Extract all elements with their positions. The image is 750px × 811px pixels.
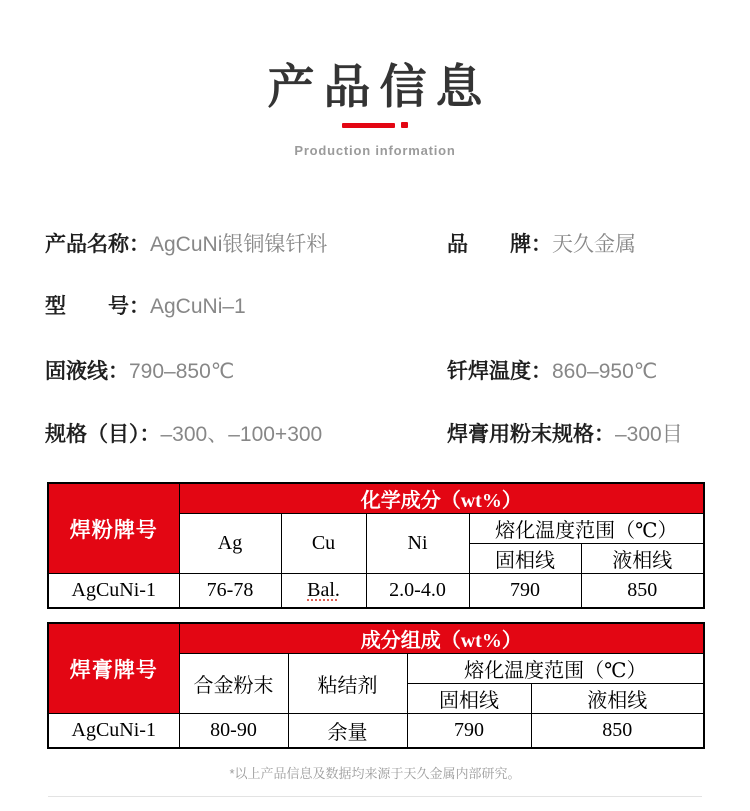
disclaimer-note: *以上产品信息及数据均来源于天久金属内部研究。	[229, 766, 521, 781]
brazing-temp-label: 钎焊温度：	[447, 360, 552, 383]
column-header-cu: Cu	[281, 514, 366, 574]
melting-range-header: 熔化温度范围（℃）	[407, 654, 704, 684]
title-underline-dot	[401, 122, 408, 128]
model-value: AgCuNi–1	[150, 295, 246, 318]
powder-brand-header: 焊粉牌号	[48, 483, 179, 574]
info-row-product-name	[45, 228, 705, 256]
table-row	[48, 714, 704, 748]
cu-balance-text: Bal.	[307, 578, 340, 601]
product-name-value: AgCuNi银铜镍钎料	[150, 233, 328, 256]
column-header-ni: Ni	[366, 514, 469, 574]
column-header-ag: Ag	[179, 514, 281, 574]
info-row-specs	[45, 418, 705, 446]
mesh-spec-label: 规格（目）：	[45, 423, 161, 446]
title-underline	[342, 123, 395, 128]
cu-value-cell	[281, 574, 366, 608]
solidus-header: 固相线	[407, 684, 531, 714]
footer-divider	[48, 796, 702, 797]
liquidus-value-cell: 850	[531, 714, 704, 748]
paste-powder-spec-value: –300目	[615, 423, 683, 446]
liquidus-value-cell: 850	[581, 574, 704, 608]
ag-value-cell: 76-78	[179, 574, 281, 608]
composition-header: 成分组成（wt%）	[179, 623, 704, 654]
brand-label: 品 牌：	[447, 233, 552, 256]
powder-brand-cell: AgCuNi-1	[48, 574, 179, 608]
mesh-spec-value: –300、–100+300	[160, 423, 323, 446]
product-name-label: 产品名称：	[45, 233, 150, 256]
paste-brand-cell: AgCuNi-1	[48, 714, 179, 748]
ni-value-cell: 2.0-4.0	[366, 574, 469, 608]
table-row	[48, 574, 704, 608]
info-row-temperatures	[45, 355, 705, 383]
liquidus-header: 液相线	[581, 544, 704, 574]
page-subtitle: Production information	[294, 143, 456, 158]
brazing-temp-value: 860–950℃	[552, 360, 658, 383]
melting-range-header: 熔化温度范围（℃）	[469, 514, 704, 544]
solidus-value-cell: 790	[469, 574, 581, 608]
liquidus-header: 液相线	[531, 684, 704, 714]
column-header-binder: 粘结剂	[288, 654, 407, 714]
binder-value-cell: 余量	[288, 714, 407, 748]
paste-brand-header: 焊膏牌号	[48, 623, 179, 714]
solidus-value-cell: 790	[407, 714, 531, 748]
column-header-alloy-powder: 合金粉末	[179, 654, 288, 714]
brand-value: 天久金属	[552, 233, 636, 256]
model-label: 型 号：	[45, 295, 150, 318]
page-title: 产品信息	[267, 60, 492, 113]
solid-liquid-line-value: 790–850℃	[129, 360, 235, 383]
chemical-composition-header: 化学成分（wt%）	[179, 483, 704, 514]
title-divider	[0, 121, 750, 129]
alloy-powder-value-cell: 80-90	[179, 714, 288, 748]
solid-liquid-line-label: 固液线：	[45, 360, 129, 383]
powder-composition-table	[47, 482, 705, 609]
solidus-header: 固相线	[469, 544, 581, 574]
paste-powder-spec-label: 焊膏用粉末规格：	[447, 423, 615, 446]
info-row-model	[45, 290, 705, 318]
paste-composition-table	[47, 622, 705, 749]
